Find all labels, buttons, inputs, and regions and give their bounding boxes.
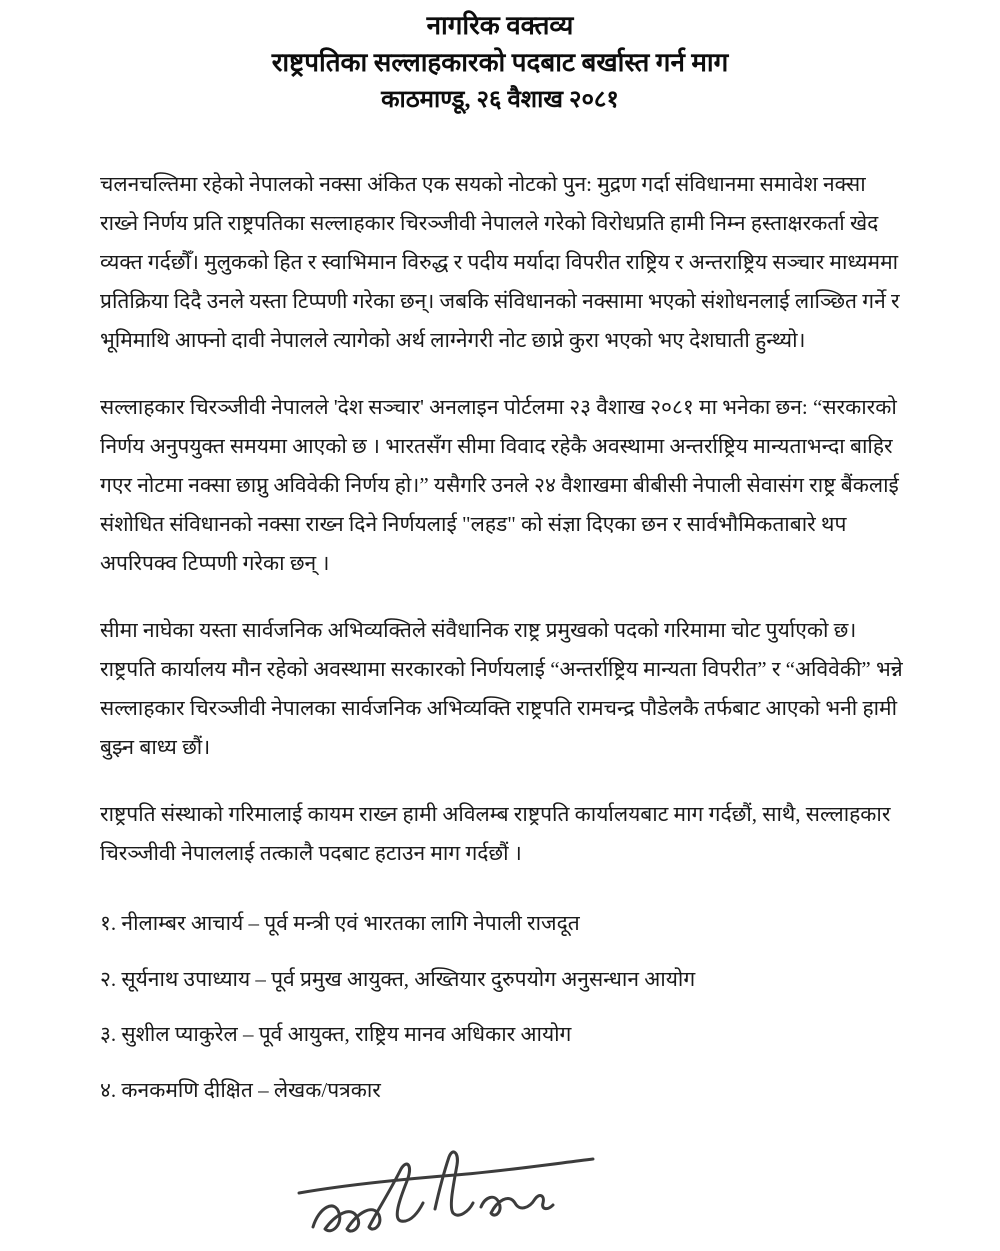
signatory-item-3: ३. सुशील प्याकुरेल – पूर्व आयुक्त, राष्ट्रिय मानव अधिकार आयोग (100, 1022, 572, 1047)
document-title: नागरिक वक्तव्य (426, 11, 574, 40)
document-subtitle: राष्ट्रपतिका सल्लाहकारको पदबाट बर्खास्त गर्न माग (271, 48, 729, 78)
signature-ink-icon (285, 1131, 615, 1246)
document-dateline: काठमाण्डू, २६ वैशाख २०८१ (381, 87, 619, 114)
handwritten-signature (285, 1131, 615, 1246)
signatory-item-4: ४. कनकमणि दीक्षित – लेखक/पत्रकार (100, 1077, 381, 1102)
document-body (100, 165, 905, 874)
paragraph-2: सल्लाहकार चिरञ्जीवी नेपालले 'देश सञ्चार' अनलाइन पोर्टलमा २३ वैशाख २०८१ मा भनेका छन: “सरकारको निर्णय अनुपयुक्त समयमा आएको छ । भारतसँग सीमा विवाद रहेकै अवस्थामा अन्तर्राष्ट्रिय मान्यताभन्दा बाहिर गएर नोटमा नक्सा छाप्नु अविवेकी निर्णय हो।” यसैगरि उनले २४ वैशाखमा बीबीसी नेपाली सेवासंग राष्ट्र बैंकलाई संशोधित संविधानको नक्सा राख्न दिने निर्णयलाई "लहड" को संज्ञा दिएका छन र सार्वभौमिकताबारे थप अपरिपक्व टिप्पणी गरेका छन् । (100, 394, 899, 575)
signatory-list (100, 909, 905, 1105)
paragraph-4: राष्ट्रपति संस्थाको गरिमालाई कायम राख्न हामी अविलम्ब राष्ट्रपति कार्यालयबाट माग गर्दछौं, साथै, सल्लाहकार चिरञ्जीवी नेपाललाई तत्कालै पदबाट हटाउन माग गर्दछौं । (100, 802, 891, 866)
paragraph-3: सीमा नाघेका यस्ता सार्वजनिक अभिव्यक्तिले संवैधानिक राष्ट्र प्रमुखको पदको गरिमामा चोट पुर्याएको छ। राष्ट्रपति कार्यालय मौन रहेको अवस्थामा सरकारको निर्णयलाई “अन्तर्राष्ट्रिय मान्यता विपरीत” र “अविवेकी” भन्ने सल्लाहकार चिरञ्जीवी नेपालका सार्वजनिक अभिव्यक्ति राष्ट्रपति रामचन्द्र पौडेलकै तर्फबाट आएको भनी हामी बुझ्न बाध्य छौं। (100, 618, 903, 760)
document-header (0, 0, 1000, 117)
signatory-item-2: २. सूर्यनाथ उपाध्याय – पूर्व प्रमुख आयुक्त, अख्तियार दुरुपयोग अनुसन्धान आयोग (100, 966, 696, 991)
paragraph-1: चलनचल्तिमा रहेको नेपालको नक्सा अंकित एक सयको नोटको पुन: मुद्रण गर्दा संविधानमा समावेश नक्सा राख्ने निर्णय प्रति राष्ट्रपतिका सल्लाहकार चिरञ्जीवी नेपालले गरेको विरोधप्रति हामी निम्न हस्ताक्षरकर्ता खेद व्यक्त गर्दछौँ। मुलुकको हित र स्वाभिमान विरुद्ध र पदीय मर्यादा विपरीत राष्ट्रिय र अन्तराष्ट्रिय सञ्चार माध्यममा प्रतिक्रिया दिदै उनले यस्ता टिप्पणी गरेका छन्। जबकि संविधानको नक्सामा भएको संशोधनलाई लाञ्छित गर्ने र भूमिमाथि आफ्नो दावी नेपालले त्यागेको अर्थ लाग्नेगरी नोट छाप्ने कुरा भएको भए देशघाती हुन्थ्यो। (100, 171, 900, 352)
signatory-item-1: १. नीलाम्बर आचार्य – पूर्व मन्त्री एवं भारतका लागि नेपाली राजदूत (100, 911, 580, 936)
